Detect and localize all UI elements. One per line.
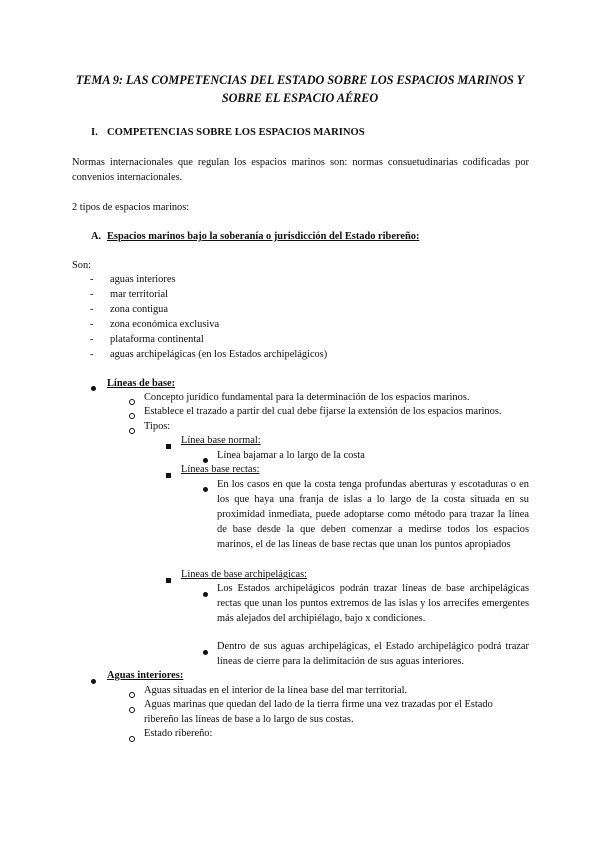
son-label: Son:	[72, 260, 92, 271]
disc-bullet-icon	[91, 381, 96, 396]
circle-bullet-icon	[129, 732, 135, 747]
circle-bullet-icon	[129, 395, 135, 410]
subsection-heading: Espacios marinos bajo la soberanía o jurisdicción del Estado ribereño:	[107, 231, 420, 242]
linea-normal-label: Línea base normal:	[181, 435, 261, 446]
document-title: TEMA 9: LAS COMPETENCIAS DEL ESTADO SOBRE LOS ESPACIOS MARINOS Y SOBRE EL ESPACIO AÉREO	[75, 73, 525, 105]
circle-bullet-icon	[129, 703, 135, 718]
list-item: Tipos:	[144, 421, 171, 432]
list-item: Dentro de sus aguas archipelágicas, el Estado archipelágico podrá trazar líneas de cierre para la delimitación de sus aguas interiores.	[217, 641, 529, 667]
disc-bullet-icon	[203, 482, 208, 497]
list-item: Aguas situadas en el interior de la línea base del mar territorial.	[144, 685, 408, 696]
list-item: Estado ribereño:	[144, 728, 213, 739]
section-heading: COMPETENCIAS SOBRE LOS ESPACIOS MARINOS	[107, 127, 365, 138]
list-item: Concepto jurídico fundamental para la determinación de los espacios marinos.	[144, 392, 470, 403]
subsection-letter: A.	[91, 231, 102, 242]
disc-bullet-icon	[203, 645, 208, 660]
disc-bullet-icon	[203, 587, 208, 602]
lineas-archipelagicas-label: Líneas de base archipelágicas:	[181, 569, 308, 580]
list-item: Aguas marinas que quedan del lado de la tierra firme una vez trazadas por el Estado ribereño las líneas de base a lo largo de sus costas.	[144, 699, 493, 725]
disc-bullet-icon	[91, 674, 96, 689]
square-bullet-icon	[166, 468, 171, 483]
list-item: Establece el trazado a partir del cual debe fijarse la extensión de los espacios marinos.	[144, 406, 502, 417]
document-page: TEMA 9: LAS COMPETENCIAS DEL ESTADO SOBRE LOS ESPACIOS MARINOS Y SOBRE EL ESPACIO AÉREO I. COMPETENCIAS SOBRE LOS ESPACIOS MARINOS Normas internacionales que regulan los espacios marinos son: normas consuetudinarias codificadas por convenios internacionales. 2 tipos de espacios marinos: A. Espacios marinos bajo la soberanía o jurisdicción del Estado ribereño: Son: - aguas interiores - mar territorial - zona contigua - zona económica exclusiva - plataforma continental - aguas archipelágicas (en los Estados archipelágicos) Líneas de base: Concepto jurídico fundamental para la determinación de los espacios marinos. Establece el trazado a partir del cual debe fijarse la extensión de los espacios marinos. Tipos: Línea base normal: Línea bajamar a lo largo de la costa Líneas base rectas: En los casos en que la costa tenga profundas aberturas y escotaduras o en los que haya una franja de islas a lo largo de la costa situada en su proximidad inmediata, puede adoptarse como método para trazar la línea de base desde la que deben comenzar a medirse todos los espacios marinos, el de las líneas de base rectas que unan los puntos apropiados Líneas de base archipelágicas: Los Estados archipelágicos podrán trazar líneas de base archipelágicas rectas que unan los puntos extremos de las islas y los arrecifes emergentes más alejados del archipiélago, bajo x condiciones. Dentro de sus aguas archipelágicas, el Estado archipelágico podrá trazar líneas de cierre para la delimitación de sus aguas interiores. Aguas interiores: Aguas situadas en el interior de la línea base del mar territorial. Aguas marinas que quedan del lado de la tierra firme una vez trazadas por el Estado ribereño las líneas de base a lo largo de sus costas. Estado ribereño:	[0, 0, 600, 848]
intro-paragraph: Normas internacionales que regulan los espacios marinos son: normas consuetudinarias codificadas por convenios internacionales.	[72, 157, 529, 183]
square-bullet-icon	[166, 573, 171, 588]
circle-bullet-icon	[129, 409, 135, 424]
circle-bullet-icon	[129, 688, 135, 703]
list-item: Línea bajamar a lo largo de la costa	[217, 450, 365, 461]
square-bullet-icon	[166, 439, 171, 454]
lineas-rectas-label: Líneas base rectas:	[181, 464, 260, 475]
aguas-interiores-label: Aguas interiores:	[107, 670, 184, 681]
list-item: Los Estados archipelágicos podrán trazar líneas de base archipelágicas rectas que unan los puntos extremos de las islas y los arrecifes emergentes más alejados del archipiélago, bajo x condiciones.	[217, 583, 529, 624]
circle-bullet-icon	[129, 424, 135, 439]
lineas-base-label: Líneas de base:	[107, 378, 176, 389]
list-item: En los casos en que la costa tenga profundas aberturas y escotaduras o en los que haya una franja de islas a lo largo de la costa situada en su proximidad inmediata, puede adoptarse como método para trazar la línea de base desde la que deben comenzar a medirse todos los espacios marinos, el de las líneas de base rectas que unan los puntos apropiados	[217, 479, 529, 550]
types-line: 2 tipos de espacios marinos:	[72, 202, 190, 213]
section-number: I.	[91, 127, 98, 138]
